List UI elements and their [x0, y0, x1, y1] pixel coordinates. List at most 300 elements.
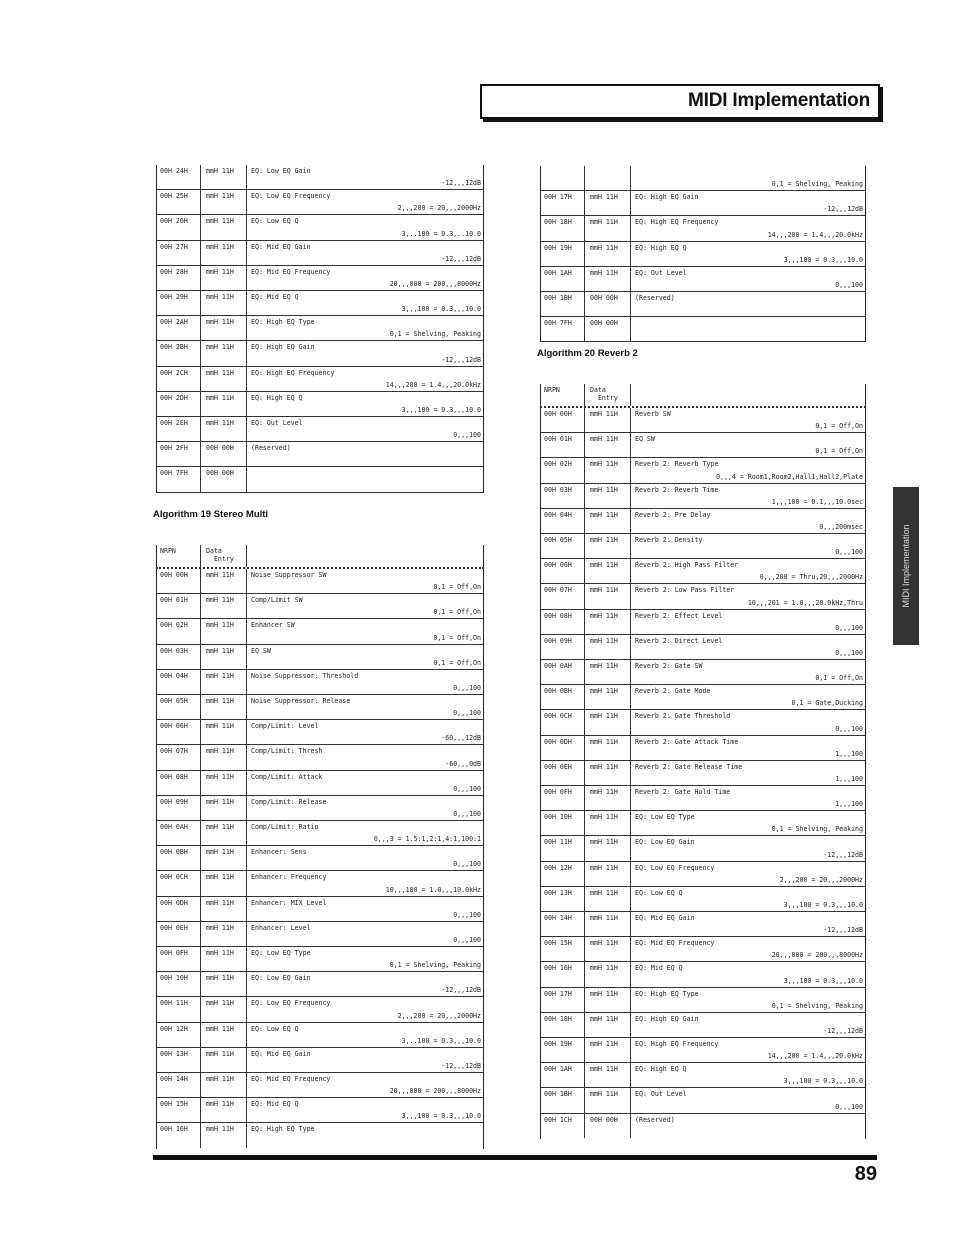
parameter-cell: Comp/Limit: Thresh	[251, 747, 323, 756]
column-divider	[584, 887, 585, 911]
parameter-cell: EQ: High EQ Type	[251, 318, 315, 327]
value-range-cell: 0,1 = Off,On	[815, 422, 863, 431]
parameter-cell: EQ: High EQ Gain	[635, 193, 699, 202]
column-divider	[246, 1048, 247, 1072]
column-divider	[246, 745, 247, 769]
column-divider	[200, 594, 201, 618]
column-divider	[200, 645, 201, 669]
parameter-cell: EQ: Mid EQ Q	[251, 1100, 299, 1109]
nrpn-cell: 00H 11H	[544, 838, 572, 847]
table-row	[540, 458, 866, 483]
column-divider	[200, 442, 201, 466]
page-header	[480, 84, 880, 119]
table-row	[156, 846, 484, 871]
table-row	[540, 509, 866, 534]
value-range-cell: 0,,,100	[453, 431, 481, 440]
value-range-cell: 0,,,100	[453, 683, 481, 692]
data-entry-cell: mmH 11H	[590, 611, 618, 620]
parameter-cell: EQ: Out Level	[635, 268, 687, 277]
column-divider	[246, 442, 247, 466]
column-divider	[630, 317, 631, 341]
column-divider	[200, 1073, 201, 1097]
nrpn-cell: 00H 09H	[544, 636, 572, 645]
data-entry-cell: mmH 11H	[206, 419, 234, 427]
parameter-cell: EQ: Mid EQ Gain	[251, 1049, 311, 1058]
value-range-cell: 0,,,100	[835, 548, 863, 557]
parameter-cell: Reverb 2: Gate Attack Time	[635, 737, 739, 746]
value-range-cell: 0,,,100	[453, 709, 481, 718]
column-divider	[584, 242, 585, 266]
parameter-cell: EQ: Mid EQ Frequency	[635, 939, 715, 948]
alg20-title: Algorithm 20 Reverb 2	[537, 348, 638, 359]
column-divider	[584, 1088, 585, 1112]
nrpn-cell: 00H 15H	[544, 939, 572, 948]
data-entry-cell: mmH 11H	[206, 318, 234, 327]
nrpn-cell: 00H 0FH	[544, 788, 572, 796]
parameter-cell: EQ: Low EQ Type	[635, 813, 695, 822]
data-entry-cell: mmH 11H	[590, 939, 618, 948]
column-divider	[584, 534, 585, 558]
data-entry-cell: mmH 11H	[206, 1024, 234, 1033]
column-divider	[630, 962, 631, 986]
value-range-cell: -12,,,12dB	[441, 179, 481, 188]
column-divider	[200, 1098, 201, 1122]
column-divider	[246, 1123, 247, 1147]
nrpn-cell: 00H 2FH	[160, 444, 188, 453]
data-entry-cell: mmH 11H	[590, 863, 618, 872]
column-divider	[630, 786, 631, 810]
nrpn-cell: 00H 2AH	[160, 318, 188, 327]
table-row	[540, 988, 866, 1013]
column-divider	[630, 610, 631, 634]
column-divider	[200, 215, 201, 239]
header-data-entry: Data Entry	[206, 547, 234, 563]
value-range-cell: 1,,,100	[835, 749, 863, 758]
parameter-cell: EQ: High EQ Type	[635, 989, 699, 998]
parameter-cell: Comp/Limit: Attack	[251, 772, 323, 781]
nrpn-cell: 00H 07H	[544, 586, 572, 595]
column-divider	[630, 584, 631, 608]
data-entry-cell: mmH 11H	[206, 974, 234, 983]
value-range-cell: -12,,,12dB	[441, 254, 481, 263]
value-range-cell: -12,,,12dB	[441, 1061, 481, 1070]
column-divider	[630, 862, 631, 886]
value-range-cell: 10,,,201 = 1.0,,,20.0kHz,Thru	[747, 598, 863, 607]
data-entry-cell: mmH 11H	[206, 343, 234, 352]
parameter-cell: (Reserved)	[635, 1115, 675, 1124]
table-border-left	[156, 545, 157, 1149]
value-range-cell: -12,,,12dB	[441, 355, 481, 364]
column-divider	[630, 433, 631, 457]
header-nrpn: NRPN	[160, 547, 176, 555]
data-entry-cell: mmH 11H	[590, 914, 618, 922]
parameter-cell: EQ: High EQ Q	[635, 243, 687, 252]
parameter-cell: Noise Suppressor: Release	[251, 697, 351, 705]
column-divider	[246, 997, 247, 1021]
table-row	[540, 761, 866, 786]
parameter-cell: EQ SW	[635, 435, 655, 444]
table-row	[156, 1123, 484, 1147]
data-entry-cell: mmH 11H	[590, 687, 618, 696]
column-divider	[584, 384, 585, 406]
column-divider	[584, 710, 585, 734]
table-row	[540, 1063, 866, 1088]
column-divider	[200, 569, 201, 593]
column-divider	[246, 291, 247, 315]
value-range-cell: 0,,,100	[453, 860, 481, 869]
column-divider	[584, 458, 585, 482]
column-divider	[630, 1114, 631, 1138]
column-divider	[584, 559, 585, 583]
nrpn-cell: 00H 08H	[160, 772, 188, 781]
table-row	[540, 242, 866, 267]
nrpn-cell: 00H 25H	[160, 192, 188, 201]
column-divider	[584, 191, 585, 215]
data-entry-cell: mmH 11H	[590, 636, 618, 645]
parameter-cell: EQ: High EQ Frequency	[635, 218, 719, 227]
column-divider	[246, 190, 247, 214]
nrpn-cell: 00H 12H	[544, 863, 572, 872]
column-divider	[584, 988, 585, 1012]
table-row	[156, 821, 484, 846]
column-divider	[584, 1013, 585, 1037]
column-divider	[584, 912, 585, 936]
column-divider	[246, 1073, 247, 1097]
column-divider	[584, 635, 585, 659]
nrpn-cell: 00H 19H	[544, 243, 572, 252]
column-divider	[630, 191, 631, 215]
value-range-cell: 3,..100 = 0.3,,,10.0	[401, 1036, 481, 1045]
table-row	[540, 660, 866, 685]
column-divider	[200, 545, 201, 567]
column-divider	[200, 1123, 201, 1147]
parameter-cell: EQ: Low EQ Q	[251, 1024, 299, 1033]
value-range-cell: 0,,,100	[453, 910, 481, 919]
data-entry-cell: mmH 11H	[206, 596, 234, 605]
table-border-left	[156, 165, 157, 493]
table-header-row	[156, 545, 484, 569]
table-row	[540, 610, 866, 635]
data-entry-cell: mmH 11H	[590, 964, 618, 973]
table-row	[156, 922, 484, 947]
data-entry-cell: mmH 11H	[206, 949, 234, 957]
column-divider	[246, 241, 247, 265]
column-divider	[200, 997, 201, 1021]
column-divider	[246, 417, 247, 441]
data-entry-cell: mmH 11H	[206, 368, 234, 377]
parameter-cell: Enhancer: Level	[251, 923, 311, 932]
value-range-cell: 20,,,800 = 200,,,8000Hz	[389, 279, 481, 288]
column-divider	[630, 216, 631, 240]
column-divider	[200, 1023, 201, 1047]
data-entry-cell: mmH 11H	[590, 510, 618, 519]
value-range-cell: 0,,,3 = 1.5:1,2:1,4:1,100:1	[373, 835, 481, 844]
value-range-cell: 0,,,100	[835, 724, 863, 733]
value-range-cell: 14,,,200 = 1.4,,,20.0kHz	[767, 1052, 863, 1061]
data-entry-cell: mmH 11H	[590, 586, 618, 595]
value-range-cell: 0,1 = Off,On	[433, 583, 481, 592]
nrpn-cell: 00H 12H	[160, 1024, 188, 1033]
column-divider	[200, 947, 201, 971]
data-entry-cell: mmH 11H	[206, 267, 234, 276]
table-row	[540, 216, 866, 241]
data-entry-cell: mmH 11H	[206, 898, 234, 907]
column-divider	[200, 417, 201, 441]
table-row	[540, 292, 866, 317]
column-divider	[584, 216, 585, 240]
nrpn-cell: 00H 0AH	[544, 662, 572, 670]
parameter-cell: Enhancer: Sens	[251, 848, 307, 857]
value-range-cell: -12,,,12dB	[823, 205, 863, 214]
nrpn-cell: 00H 05H	[160, 697, 188, 705]
parameter-cell: EQ: Low EQ Frequency	[635, 863, 715, 872]
column-divider	[630, 710, 631, 734]
column-divider	[584, 962, 585, 986]
column-divider	[200, 922, 201, 946]
value-range-cell: -12,,,12dB	[823, 1026, 863, 1035]
column-divider	[246, 771, 247, 795]
parameter-cell: EQ: Mid EQ Q	[251, 293, 299, 301]
nrpn-cell: 00H 10H	[160, 974, 188, 983]
nrpn-cell: 00H 0DH	[160, 898, 188, 907]
data-entry-cell: mmH 11H	[206, 1125, 234, 1134]
data-entry-cell: mmH 11H	[590, 813, 618, 822]
value-range-cell: 0,,,100	[453, 784, 481, 793]
column-divider	[630, 912, 631, 936]
header-data-entry: Data Entry	[590, 386, 618, 402]
table-row	[156, 165, 484, 190]
parameter-cell: Reverb SW	[635, 410, 671, 418]
parameter-cell: Reverb 2: Gate Mode	[635, 687, 711, 696]
data-entry-cell: 00H 00H	[590, 294, 618, 302]
column-divider	[584, 509, 585, 533]
nrpn-cell: 00H 10H	[544, 813, 572, 822]
nrpn-cell: 00H 01H	[544, 435, 572, 444]
value-range-cell: 2,,,200 = 20,,,2000Hz	[397, 1011, 481, 1020]
data-entry-cell: 00H 00H	[590, 319, 618, 328]
header-nrpn: NRPN	[544, 386, 560, 394]
parameter-cell: Noise Suppressor: Threshold	[251, 671, 359, 680]
data-entry-cell: mmH 11H	[206, 797, 234, 806]
column-divider	[584, 408, 585, 432]
data-entry-cell: mmH 11H	[206, 621, 234, 630]
table-row	[540, 166, 866, 191]
nrpn-cell: 00H 04H	[544, 510, 572, 519]
data-entry-cell: mmH 11H	[590, 536, 618, 544]
column-divider	[246, 619, 247, 643]
parameter-cell: EQ: Mid EQ Frequency	[251, 267, 331, 276]
parameter-cell: EQ: High EQ Q	[251, 393, 303, 402]
data-entry-cell: mmH 11H	[206, 823, 234, 831]
nrpn-cell: 00H 2EH	[160, 419, 188, 427]
column-divider	[630, 458, 631, 482]
column-divider	[584, 786, 585, 810]
parameter-cell: Reverb 2: Reverb Time	[635, 485, 719, 494]
nrpn-cell: 00H 16H	[160, 1125, 188, 1134]
column-divider	[630, 1063, 631, 1087]
nrpn-cell: 00H 29H	[160, 293, 188, 301]
data-entry-cell: mmH 11H	[590, 888, 618, 897]
data-entry-cell: mmH 11H	[590, 268, 618, 277]
column-divider	[246, 266, 247, 290]
value-range-cell: 10,,,100 = 1.0,,,10.0kHz	[385, 885, 481, 894]
value-range-cell: 0,1 = Shelving, Peaking	[389, 961, 481, 970]
table-row	[540, 836, 866, 861]
column-divider	[246, 821, 247, 845]
parameter-cell: EQ: High EQ Gain	[635, 1014, 699, 1023]
parameter-cell: Comp/Limit: Release	[251, 797, 327, 806]
column-divider	[200, 720, 201, 744]
column-divider	[630, 408, 631, 432]
column-divider	[584, 660, 585, 684]
data-entry-cell: mmH 11H	[206, 1075, 234, 1083]
column-divider	[584, 166, 585, 190]
parameter-cell: EQ: Out Level	[251, 419, 303, 427]
column-divider	[200, 367, 201, 391]
nrpn-cell: 00H 0BH	[160, 848, 188, 857]
column-divider	[630, 736, 631, 760]
column-divider	[246, 569, 247, 593]
parameter-cell: Comp/Limit SW	[251, 596, 303, 605]
table-row	[156, 392, 484, 417]
column-divider	[584, 267, 585, 291]
table-row	[156, 467, 484, 492]
table-header-row	[540, 384, 866, 408]
parameter-cell: Comp/Limit: Level	[251, 722, 319, 731]
data-entry-cell: mmH 11H	[206, 848, 234, 857]
table-row	[540, 912, 866, 937]
nrpn-cell: 00H 13H	[160, 1049, 188, 1058]
table-row	[156, 745, 484, 770]
table-row	[540, 1038, 866, 1063]
data-entry-cell: mmH 11H	[590, 1090, 618, 1099]
table-row	[156, 695, 484, 720]
nrpn-cell: 00H 02H	[544, 460, 572, 469]
column-divider	[630, 559, 631, 583]
nrpn-cell: 00H 17H	[544, 193, 572, 202]
column-divider	[246, 972, 247, 996]
data-entry-cell: 00H 00H	[206, 444, 234, 453]
nrpn-cell: 00H 05H	[544, 536, 572, 544]
value-range-cell: 0,1 = Shelving, Peaking	[771, 180, 863, 189]
nrpn-cell: 00H 0AH	[160, 823, 188, 831]
table-row	[156, 670, 484, 695]
column-divider	[584, 937, 585, 961]
column-divider	[246, 367, 247, 391]
column-divider	[584, 292, 585, 316]
column-divider	[246, 670, 247, 694]
data-entry-cell: mmH 11H	[590, 788, 618, 796]
value-range-cell: 3,,,100 = 0.3,,,10.0	[401, 405, 481, 414]
column-divider	[200, 1048, 201, 1072]
table-row	[156, 796, 484, 821]
column-divider	[200, 467, 201, 491]
data-entry-cell: mmH 11H	[590, 838, 618, 847]
data-entry-cell: mmH 11H	[206, 697, 234, 705]
nrpn-cell: 00H 1AH	[544, 1065, 572, 1074]
table-row	[156, 947, 484, 972]
column-divider	[630, 534, 631, 558]
parameter-cell: EQ: High EQ Frequency	[251, 368, 335, 377]
column-divider	[200, 771, 201, 795]
column-divider	[200, 972, 201, 996]
value-range-cell: -12,,,12dB	[441, 986, 481, 995]
data-entry-cell: mmH 11H	[206, 999, 234, 1008]
column-divider	[200, 165, 201, 189]
column-divider	[584, 1038, 585, 1062]
data-entry-cell: mmH 11H	[206, 772, 234, 781]
column-divider	[584, 811, 585, 835]
data-entry-cell: 00H 00H	[206, 469, 234, 478]
parameter-cell: Reverb 2: Density	[635, 536, 703, 544]
parameter-cell: Enhancer SW	[251, 621, 295, 630]
nrpn-cell: 00H 26H	[160, 217, 188, 226]
parameter-cell: EQ: High EQ Gain	[251, 343, 315, 352]
table-border-left	[540, 384, 541, 1139]
table-row	[156, 594, 484, 619]
data-entry-cell: mmH 11H	[206, 1100, 234, 1109]
nrpn-cell: 00H 03H	[544, 485, 572, 494]
nrpn-cell: 00H 1AH	[544, 268, 572, 277]
table-row	[156, 871, 484, 896]
table-row	[540, 1013, 866, 1038]
column-divider	[584, 836, 585, 860]
nrpn-cell: 00H 28H	[160, 267, 188, 276]
data-entry-cell: mmH 11H	[590, 435, 618, 444]
data-entry-cell: mmH 11H	[206, 217, 234, 226]
parameter-cell: EQ: Low EQ Gain	[251, 974, 311, 983]
column-divider	[584, 736, 585, 760]
table-row	[540, 191, 866, 216]
nrpn-cell: 00H 7FH	[160, 469, 188, 478]
column-divider	[630, 685, 631, 709]
data-entry-cell: mmH 11H	[590, 218, 618, 227]
column-divider	[246, 594, 247, 618]
column-divider	[200, 695, 201, 719]
nrpn-cell: 00H 27H	[160, 242, 188, 251]
data-entry-cell: mmH 11H	[206, 646, 234, 655]
table-row	[156, 215, 484, 240]
value-range-cell: 0,,,200msec	[819, 522, 863, 531]
value-range-cell: -12,,,12dB	[823, 850, 863, 859]
parameter-cell: EQ: Mid EQ Q	[635, 964, 683, 973]
column-divider	[200, 871, 201, 895]
column-divider	[200, 241, 201, 265]
table-row	[156, 1023, 484, 1048]
column-divider	[246, 215, 247, 239]
table-border-right	[483, 545, 484, 1149]
column-divider	[584, 862, 585, 886]
nrpn-cell: 00H 06H	[544, 561, 572, 570]
data-entry-cell: mmH 11H	[590, 1014, 618, 1023]
table-row	[540, 317, 866, 342]
value-range-cell: 0,1 = Off,On	[433, 633, 481, 642]
table-row	[540, 736, 866, 761]
value-range-cell: 20,,,800 = 200,,,8000Hz	[771, 951, 863, 960]
column-divider	[246, 165, 247, 189]
table-border-right	[483, 165, 484, 493]
parameter-cell: EQ: Low EQ Type	[251, 949, 311, 957]
table-row	[156, 1073, 484, 1098]
parameter-cell: Enhancer: Frequency	[251, 873, 327, 882]
footer-rule	[153, 1155, 877, 1160]
data-entry-cell: mmH 11H	[590, 762, 618, 771]
nrpn-cell: 00H 16H	[544, 964, 572, 973]
column-divider	[200, 821, 201, 845]
column-divider	[630, 836, 631, 860]
value-range-cell: 0,1 = Gate,Ducking	[791, 699, 863, 708]
parameter-cell: Noise Suppressor SW	[251, 571, 327, 579]
